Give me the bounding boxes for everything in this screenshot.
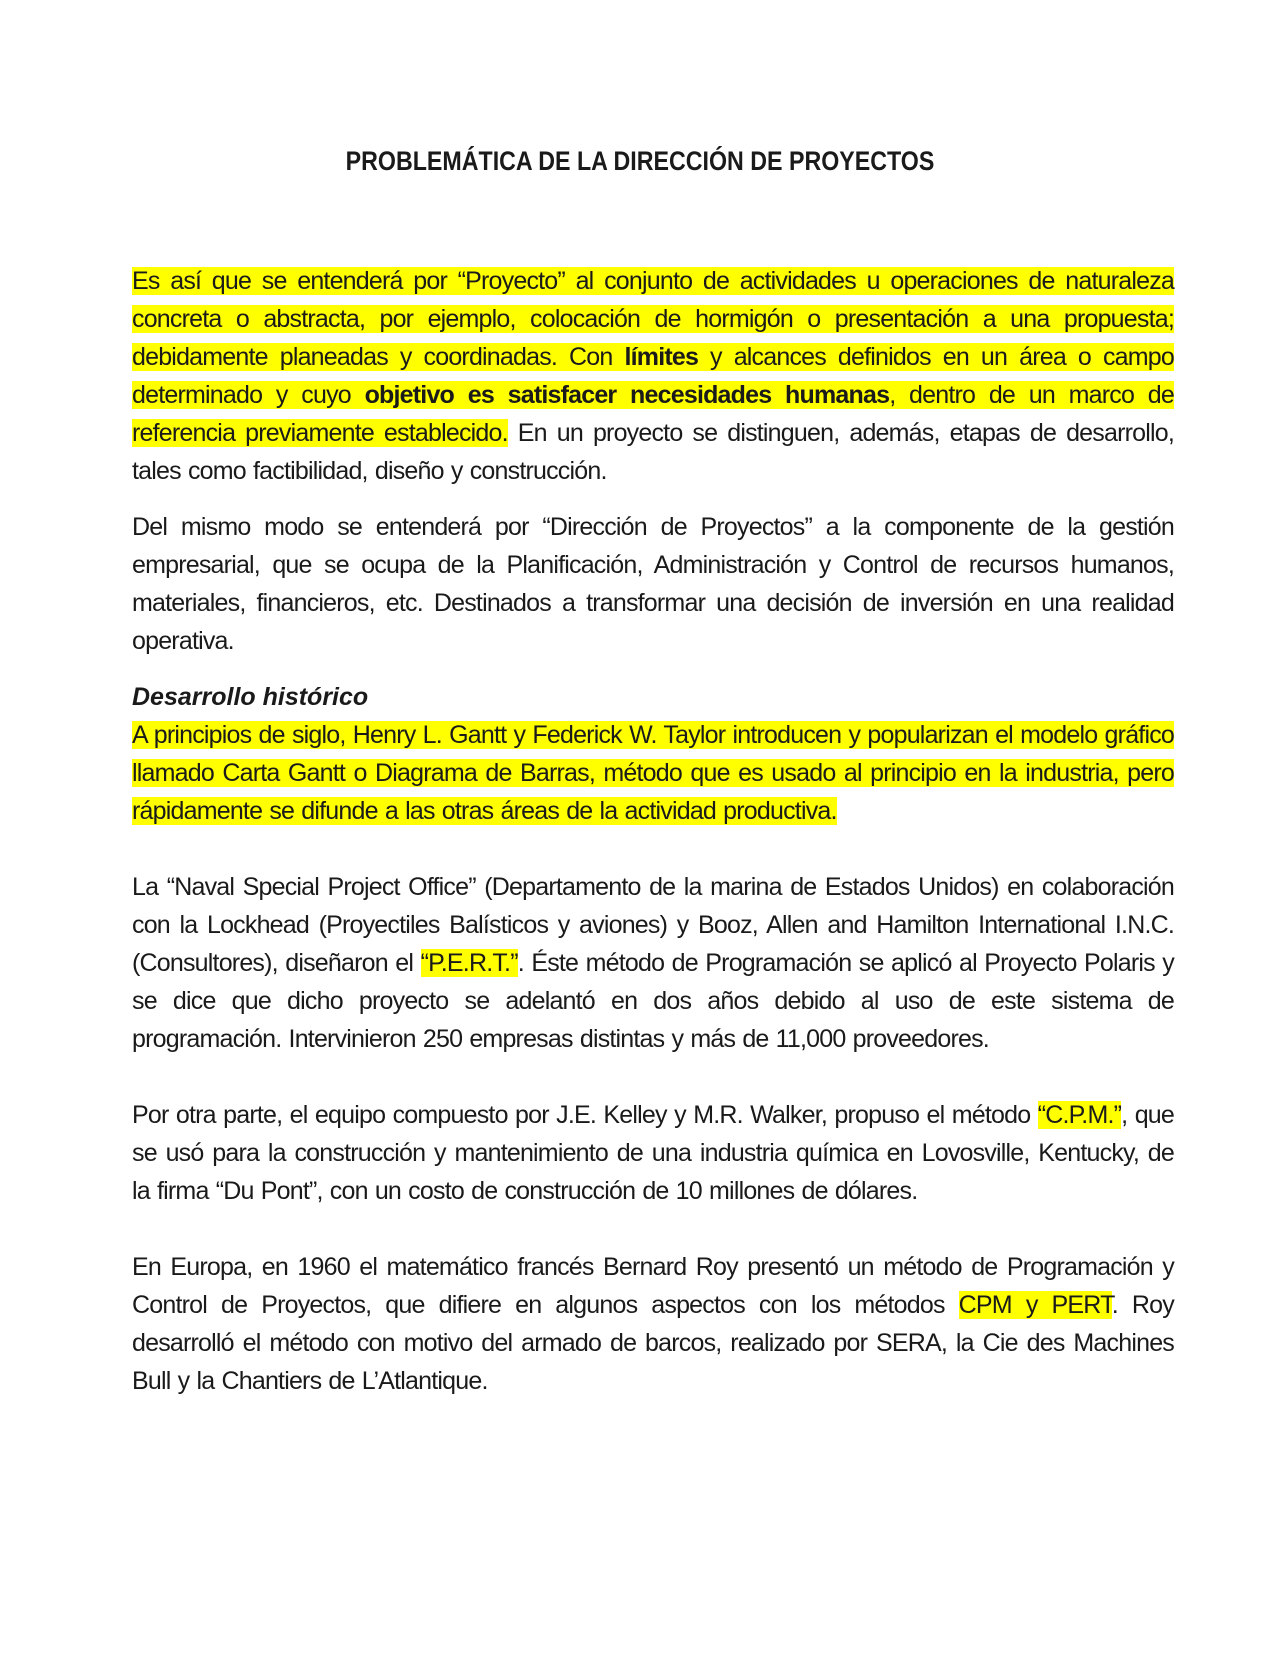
plain-text: Por otra parte, el equipo compuesto por J.E. Kelley y M.R. Walker, propuso el método <box>132 1101 1038 1129</box>
paragraph-cpm <box>132 1096 1174 1210</box>
section-heading: Desarrollo histórico <box>132 683 369 711</box>
plain-text: . Éste método de Programación se aplicó al Proyecto Polaris y se dice que dicho proyecto se adelantó en dos años debido al uso de este sistema de programación. Intervinieron 250 empresas distintas y más de 11,000 proveedores. <box>132 949 1174 1053</box>
plain-text: . Roy desarrolló el método con motivo del armado de barcos, realizado por SERA, la Cie des Machines Bull y la Chantiers de L’Atlantique. <box>132 1291 1174 1395</box>
document-body <box>132 262 1174 1418</box>
page-title: PROBLEMÁTICA DE LA DIRECCIÓN DE PROYECTOS <box>345 146 935 176</box>
plain-text: La “Naval Special Project Office” (Departamento de la marina de Estados Unidos) en colaboración con la Lockhead (Proyectiles Balísticos y aviones) y Booz, Allen and Hamilton International I.N.C. (Consultores), diseñaron el <box>132 873 1174 977</box>
plain-text: , que se usó para la construcción y mantenimiento de una industria química en Lovosville, Kentucky, de la firma “Du Pont”, con un costo de construcción de 10 millones de dólares. <box>132 1101 1175 1205</box>
highlighted-text: “P.E.R.T.” <box>420 949 518 977</box>
highlighted-text: A principios de siglo, Henry L. Gantt y Federick W. Taylor introducen y popularizan el modelo gráfico llamado Carta Gantt o Diagrama de Barras, método que es usado al principio en la industria, pero rápidamente se difunde a las otras áreas de la actividad productiva. <box>132 721 1174 825</box>
plain-text: En un proyecto se distinguen, además, etapas de desarrollo, tales como factibilidad, diseño y construcción. <box>132 419 1175 485</box>
highlighted-text: Es así que se entenderá por “Proyecto” al conjunto de actividades u operaciones de naturaleza concreta o abstracta, por ejemplo, colocación de hormigón o presentación a una propuesta; debidamente planeadas y coordinadas. Con <box>132 267 1174 371</box>
bold-highlighted-text: límites <box>624 343 699 371</box>
highlighted-text: CPM y PERT <box>958 1291 1112 1319</box>
highlighted-text: “C.P.M.” <box>1037 1101 1122 1129</box>
paragraph-proyecto-definition <box>132 262 1174 490</box>
highlighted-text: y alcances definidos en un área o campo determinado y cuyo <box>132 343 1174 409</box>
paragraph-pert <box>132 868 1174 1058</box>
paragraph-gantt <box>132 716 1174 830</box>
paragraph-roy <box>132 1248 1174 1400</box>
highlighted-text: , dentro de un marco de referencia previamente establecido. <box>132 381 1174 447</box>
paragraph-direccion-definition: Del mismo modo se entenderá por “Dirección de Proyectos” a la componente de la gestión empresarial, que se ocupa de la Planificación, Administración y Control de recursos humanos, materiales, financieros, etc. Destinados a transformar una decisión de inversión en una realidad operativa. <box>132 513 1174 655</box>
plain-text: En Europa, en 1960 el matemático francés Bernard Roy presentó un método de Programación y Control de Proyectos, que difiere en algunos aspectos con los métodos <box>132 1253 1174 1319</box>
bold-highlighted-text: objetivo es satisfacer necesidades humanas <box>364 381 890 409</box>
